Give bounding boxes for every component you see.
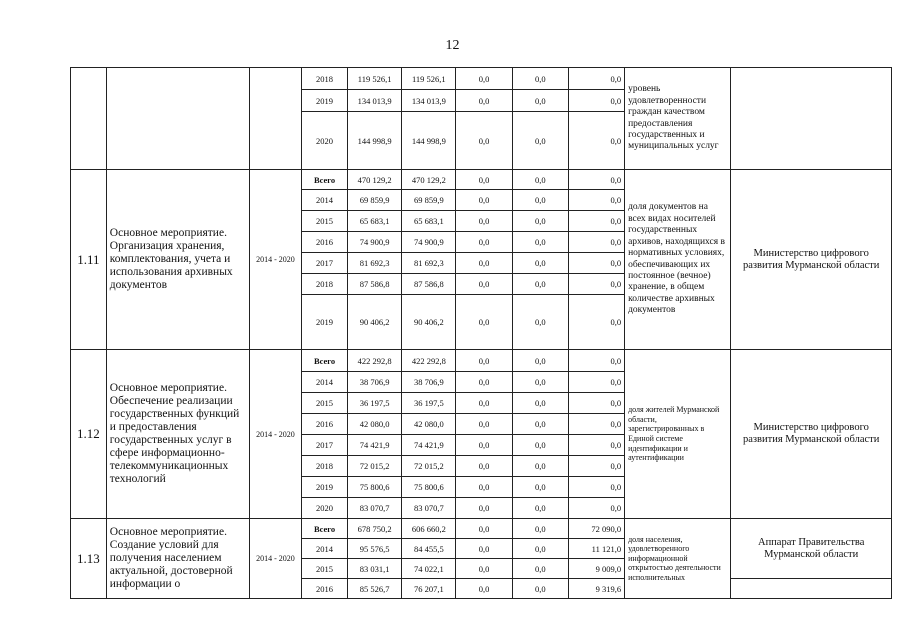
activity-period: 2014 - 2020 xyxy=(249,350,301,519)
activity-name: Основное мероприятие. Создание условий для получения населением актуальной, достоверной информации о xyxy=(106,519,249,599)
activity-number xyxy=(71,68,107,170)
responsible-org-empty xyxy=(731,579,892,599)
amount-cell: 65 683,1 xyxy=(402,211,456,232)
amount-cell: 0,0 xyxy=(512,393,568,414)
amount-cell: 0,0 xyxy=(568,253,624,274)
responsible-org xyxy=(731,68,892,170)
year-cell: Всего xyxy=(302,519,348,539)
amount-cell: 74 900,9 xyxy=(402,232,456,253)
year-cell: 2015 xyxy=(302,211,348,232)
amount-cell: 0,0 xyxy=(456,170,512,190)
amount-cell: 0,0 xyxy=(456,112,512,170)
amount-cell: 422 292,8 xyxy=(348,350,402,372)
activity-period: 2014 - 2020 xyxy=(249,519,301,599)
amount-cell: 38 706,9 xyxy=(348,372,402,393)
amount-cell: 74 900,9 xyxy=(348,232,402,253)
table-row xyxy=(71,350,892,372)
amount-cell: 144 998,9 xyxy=(402,112,456,170)
indicator-text: доля населения, удовлетворенного информационной открытостью деятельности исполнительных xyxy=(625,519,731,599)
amount-cell: 9 319,6 xyxy=(568,579,624,599)
amount-cell: 0,0 xyxy=(456,456,512,477)
year-cell: 2020 xyxy=(302,498,348,519)
budget-table xyxy=(70,67,892,599)
table-row xyxy=(71,519,892,539)
year-cell: 2018 xyxy=(302,68,348,90)
amount-cell: 0,0 xyxy=(456,498,512,519)
activity-number: 1.13 xyxy=(71,519,107,599)
amount-cell: 81 692,3 xyxy=(402,253,456,274)
indicator-text: доля жителей Мурманской области, зарегистрированных в Единой системе идентификации и аутентификации xyxy=(625,350,731,519)
amount-cell: 0,0 xyxy=(512,435,568,456)
activity-number: 1.11 xyxy=(71,170,107,350)
amount-cell: 0,0 xyxy=(568,170,624,190)
amount-cell: 0,0 xyxy=(512,295,568,350)
year-cell: 2014 xyxy=(302,539,348,559)
amount-cell: 65 683,1 xyxy=(348,211,402,232)
amount-cell: 0,0 xyxy=(456,274,512,295)
amount-cell: 0,0 xyxy=(568,295,624,350)
activity-period xyxy=(249,68,301,170)
amount-cell: 0,0 xyxy=(568,190,624,211)
amount-cell: 0,0 xyxy=(568,393,624,414)
year-cell: 2020 xyxy=(302,112,348,170)
year-cell: 2015 xyxy=(302,559,348,579)
responsible-org: Аппарат Правительства Мурманской области xyxy=(731,519,892,579)
amount-cell: 0,0 xyxy=(456,559,512,579)
amount-cell: 75 800,6 xyxy=(348,477,402,498)
amount-cell: 0,0 xyxy=(568,414,624,435)
amount-cell: 81 692,3 xyxy=(348,253,402,274)
amount-cell: 0,0 xyxy=(568,456,624,477)
amount-cell: 0,0 xyxy=(456,190,512,211)
amount-cell: 134 013,9 xyxy=(348,90,402,112)
activity-name xyxy=(106,68,249,170)
amount-cell: 0,0 xyxy=(512,232,568,253)
amount-cell: 84 455,5 xyxy=(402,539,456,559)
amount-cell: 87 586,8 xyxy=(402,274,456,295)
year-cell: 2014 xyxy=(302,190,348,211)
year-cell: 2018 xyxy=(302,456,348,477)
amount-cell: 83 070,7 xyxy=(402,498,456,519)
amount-cell: 0,0 xyxy=(568,435,624,456)
amount-cell: 0,0 xyxy=(512,350,568,372)
year-cell: Всего xyxy=(302,170,348,190)
amount-cell: 0,0 xyxy=(512,112,568,170)
amount-cell: 38 706,9 xyxy=(402,372,456,393)
activity-period: 2014 - 2020 xyxy=(249,170,301,350)
amount-cell: 72 015,2 xyxy=(348,456,402,477)
amount-cell: 144 998,9 xyxy=(348,112,402,170)
amount-cell: 422 292,8 xyxy=(402,350,456,372)
activity-number: 1.12 xyxy=(71,350,107,519)
year-cell: 2017 xyxy=(302,253,348,274)
amount-cell: 0,0 xyxy=(512,211,568,232)
amount-cell: 69 859,9 xyxy=(348,190,402,211)
amount-cell: 0,0 xyxy=(456,372,512,393)
amount-cell: 9 009,0 xyxy=(568,559,624,579)
amount-cell: 0,0 xyxy=(568,211,624,232)
amount-cell: 119 526,1 xyxy=(402,68,456,90)
amount-cell: 0,0 xyxy=(512,170,568,190)
activity-name: Основное мероприятие. Обеспечение реализации государственных функций и предоставления государственных услуг в сфере информационно-телекоммуникационных технологий xyxy=(106,350,249,519)
amount-cell: 0,0 xyxy=(456,232,512,253)
amount-cell: 0,0 xyxy=(512,414,568,435)
amount-cell: 0,0 xyxy=(456,295,512,350)
amount-cell: 72 090,0 xyxy=(568,519,624,539)
amount-cell: 0,0 xyxy=(568,90,624,112)
amount-cell: 0,0 xyxy=(512,190,568,211)
amount-cell: 0,0 xyxy=(512,498,568,519)
amount-cell: 134 013,9 xyxy=(402,90,456,112)
amount-cell: 0,0 xyxy=(512,68,568,90)
indicator-text: уровень удовлетворенности граждан качеством предоставления государственных и муниципальных услуг xyxy=(625,68,731,170)
table-row xyxy=(71,68,892,90)
amount-cell: 11 121,0 xyxy=(568,539,624,559)
amount-cell: 0,0 xyxy=(512,579,568,599)
amount-cell: 0,0 xyxy=(512,90,568,112)
amount-cell: 0,0 xyxy=(512,539,568,559)
amount-cell: 0,0 xyxy=(568,68,624,90)
amount-cell: 0,0 xyxy=(456,414,512,435)
activity-name: Основное мероприятие. Организация хранения, комплектования, учета и использования архивных документов xyxy=(106,170,249,350)
amount-cell: 0,0 xyxy=(512,372,568,393)
table-row xyxy=(71,170,892,190)
amount-cell: 90 406,2 xyxy=(402,295,456,350)
amount-cell: 0,0 xyxy=(456,68,512,90)
amount-cell: 76 207,1 xyxy=(402,579,456,599)
amount-cell: 75 800,6 xyxy=(402,477,456,498)
responsible-org: Министерство цифрового развития Мурманской области xyxy=(731,170,892,350)
year-cell: 2018 xyxy=(302,274,348,295)
amount-cell: 470 129,2 xyxy=(402,170,456,190)
amount-cell: 0,0 xyxy=(568,350,624,372)
amount-cell: 606 660,2 xyxy=(402,519,456,539)
amount-cell: 0,0 xyxy=(512,274,568,295)
amount-cell: 0,0 xyxy=(456,519,512,539)
amount-cell: 0,0 xyxy=(568,372,624,393)
amount-cell: 72 015,2 xyxy=(402,456,456,477)
year-cell: 2016 xyxy=(302,579,348,599)
amount-cell: 74 022,1 xyxy=(402,559,456,579)
amount-cell: 36 197,5 xyxy=(348,393,402,414)
amount-cell: 85 526,7 xyxy=(348,579,402,599)
amount-cell: 95 576,5 xyxy=(348,539,402,559)
amount-cell: 0,0 xyxy=(456,477,512,498)
amount-cell: 74 421,9 xyxy=(348,435,402,456)
year-cell: 2019 xyxy=(302,477,348,498)
amount-cell: 0,0 xyxy=(512,477,568,498)
amount-cell: 0,0 xyxy=(512,456,568,477)
amount-cell: 0,0 xyxy=(512,253,568,274)
year-cell: 2019 xyxy=(302,90,348,112)
amount-cell: 42 080,0 xyxy=(348,414,402,435)
amount-cell: 42 080,0 xyxy=(402,414,456,435)
amount-cell: 0,0 xyxy=(456,393,512,414)
amount-cell: 0,0 xyxy=(568,498,624,519)
amount-cell: 0,0 xyxy=(568,477,624,498)
responsible-org: Министерство цифрового развития Мурманской области xyxy=(731,350,892,519)
amount-cell: 0,0 xyxy=(568,232,624,253)
amount-cell: 0,0 xyxy=(568,112,624,170)
year-cell: 2019 xyxy=(302,295,348,350)
amount-cell: 0,0 xyxy=(456,90,512,112)
amount-cell: 0,0 xyxy=(456,435,512,456)
indicator-text: доля документов на всех видах носителей государственных архивов, находящихся в нормативных условиях, обеспечивающих их постоянное (вечное) хранение, в общем количестве архивных документов xyxy=(625,170,731,350)
amount-cell: 0,0 xyxy=(456,211,512,232)
amount-cell: 0,0 xyxy=(456,253,512,274)
page-number: 12 xyxy=(445,38,460,53)
amount-cell: 83 070,7 xyxy=(348,498,402,519)
amount-cell: 90 406,2 xyxy=(348,295,402,350)
amount-cell: 0,0 xyxy=(512,519,568,539)
amount-cell: 83 031,1 xyxy=(348,559,402,579)
amount-cell: 87 586,8 xyxy=(348,274,402,295)
amount-cell: 69 859,9 xyxy=(402,190,456,211)
amount-cell: 0,0 xyxy=(568,274,624,295)
year-cell: 2016 xyxy=(302,414,348,435)
year-cell: 2015 xyxy=(302,393,348,414)
amount-cell: 0,0 xyxy=(456,350,512,372)
amount-cell: 74 421,9 xyxy=(402,435,456,456)
amount-cell: 0,0 xyxy=(512,559,568,579)
amount-cell: 0,0 xyxy=(456,579,512,599)
amount-cell: 470 129,2 xyxy=(348,170,402,190)
amount-cell: 119 526,1 xyxy=(348,68,402,90)
amount-cell: 678 750,2 xyxy=(348,519,402,539)
year-cell: 2016 xyxy=(302,232,348,253)
amount-cell: 0,0 xyxy=(456,539,512,559)
year-cell: Всего xyxy=(302,350,348,372)
year-cell: 2014 xyxy=(302,372,348,393)
amount-cell: 36 197,5 xyxy=(402,393,456,414)
year-cell: 2017 xyxy=(302,435,348,456)
